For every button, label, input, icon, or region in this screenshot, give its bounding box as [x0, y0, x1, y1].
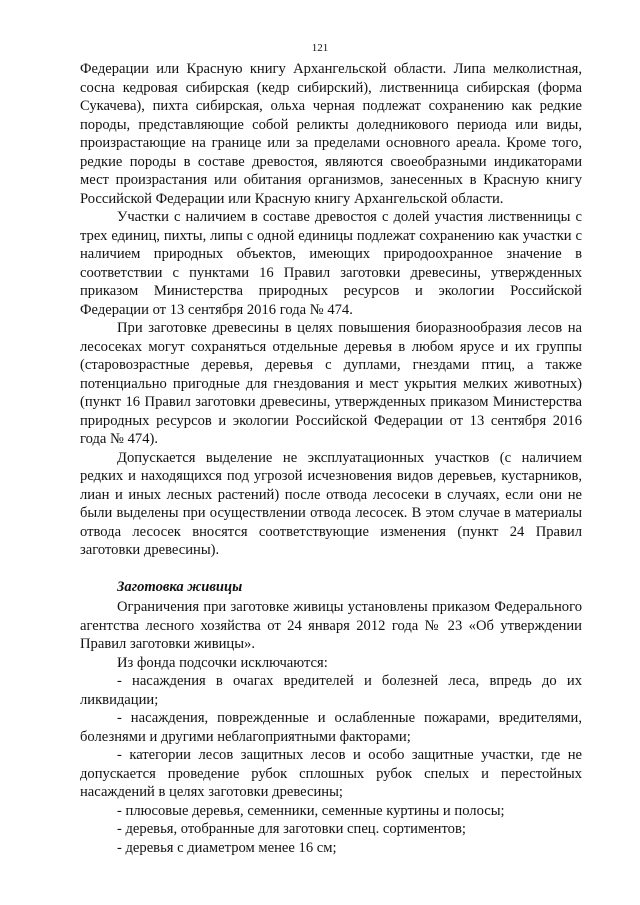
list-item: - насаждения в очагах вредителей и болезней леса, впредь до их ликвидации;: [80, 673, 582, 708]
paragraph: Ограничения при заготовке живицы установлены приказом Федерального агентства лесного хозяйства от 24 января 2012 года № 23 «Об утверждении Правил заготовки живицы».: [80, 599, 582, 652]
list-item: - деревья, отобранные для заготовки спец. сортиментов;: [117, 821, 466, 837]
page-number: 121: [311, 42, 329, 54]
section-heading: Заготовка живицы: [117, 578, 243, 595]
paragraph: Федерации или Красную книгу Архангельской области. Липа мелколистная, сосна кедровая сибирская (кедр сибирский), лиственница сибирская (форма Сукачева), пихта сибирская, ольха черная подлежат сохранению как редкие породы, представляющие собой реликты доледникового периода или виды, произрастающие на границе или за пределами основного ареала. Кроме того, редкие породы в составе древостоя, являются своеобразными индикаторами мест произрастания или обитания организмов, занесенных в Красную книгу Российской Федерации или Красную книгу Архангельской области.: [80, 61, 582, 207]
list-item: - деревья с диаметром менее 16 см;: [117, 839, 337, 856]
paragraph: Участки с наличием в составе древостоя с долей участия лиственницы с трех единиц, пихты, липы с одной единицы подлежат сохранению как участки с наличием природных объектов, имеющих природоохранное значение в соответствии с пунктами 16 Правил заготовки древесины, утвержденных приказом Министерства природных ресурсов и экологии Российской Федерации от 13 сентября 2016 года № 474.: [80, 209, 582, 318]
list-item: - категории лесов защитных лесов и особо защитные участки, где не допускается проведение рубок сплошных рубок спелых и перестойных насаждений в целях заготовки древесины;: [80, 747, 582, 800]
paragraph: Из фонда подсочки исключаются:: [117, 654, 328, 671]
paragraph: Допускается выделение не эксплуатационных участков (с наличием редких и находящихся под угрозой исчезновения видов деревьев, кустарников, лиан и иных лесных растений) после отвода лесосеки в случаях, если они не были выделены при осуществлении отвода лесосек. В этом случае в материалы отвода лесосек вносятся соответствующие изменения (пункт 24 Правил заготовки древесины).: [80, 449, 582, 558]
list-item: - насаждения, поврежденные и ослабленные пожарами, вредителями, болезнями и другими неблагоприятными факторами;: [80, 710, 582, 745]
document-body: [80, 60, 582, 857]
paragraph: При заготовке древесины в целях повышения биоразнообразия лесов на лесосеках могут сохраняться отдельные деревья в любом ярусе и их группы (старовозрастные деревья, деревья с дуплами, гнездами птиц, а также потенциально пригодные для гнездования и мест укрытия мелких животных) (пункт 16 Правил заготовки древесины, утвержденных приказом Министерства природных ресурсов и экологии Российской Федерации от 13 сентября 2016 года № 474).: [80, 320, 582, 447]
list-item: - плюсовые деревья, семенники, семенные куртины и полосы;: [117, 802, 505, 819]
